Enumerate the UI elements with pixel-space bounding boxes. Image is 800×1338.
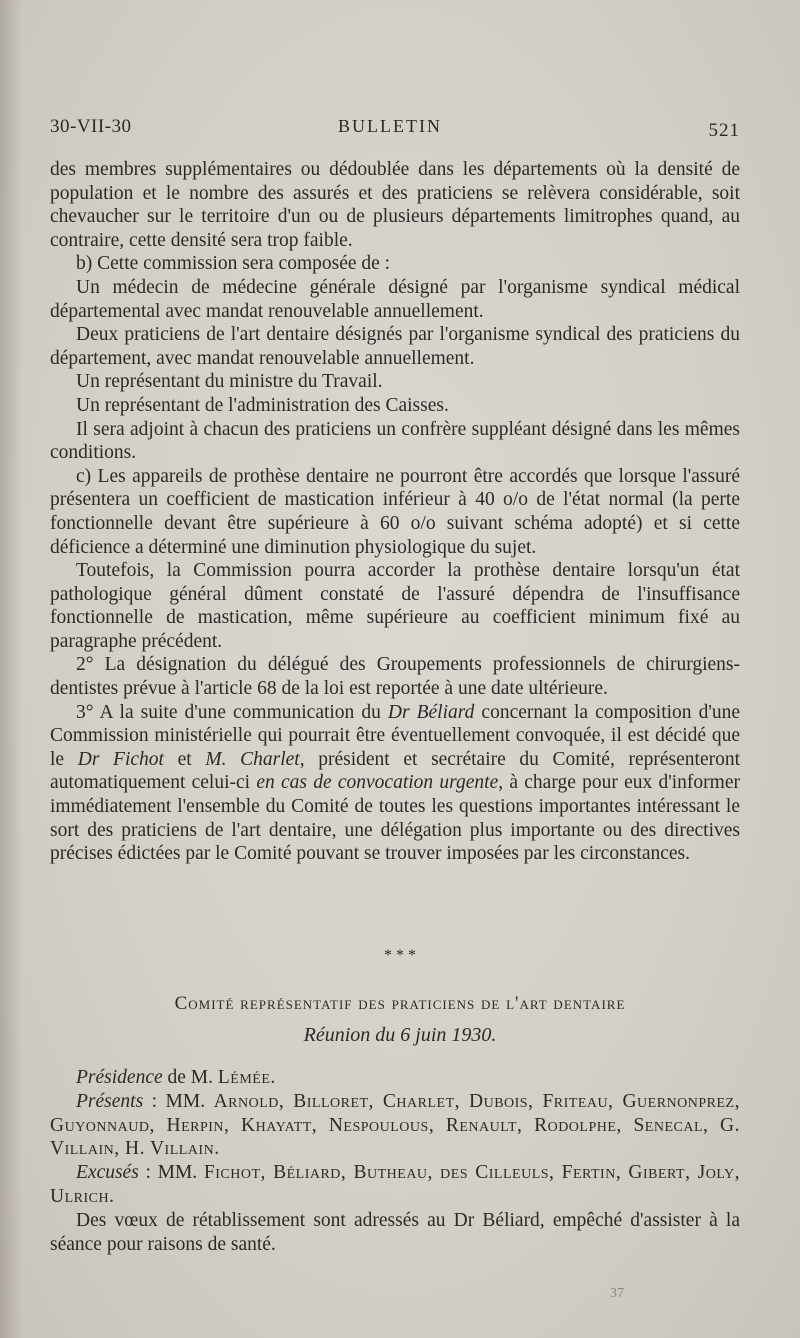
p11-text-c: concernant la composition d'une Commission ministérielle qui pourrait être éventuellement convoquée, il est décidé que le xyxy=(50,701,740,770)
p11-text-g: , président et secrétaire du Comité, représenteront automatiquement celui-ci xyxy=(50,748,741,794)
paragraph-10: 2° La désignation du délégué des Groupements professionnels de chirurgiens-dentistes prévue à l'article 68 de la loi est reportée à une date ultérieure. xyxy=(50,654,740,700)
p11-m-charlet: M. Charlet xyxy=(205,748,300,770)
excuses-names: Fichot, Béliard, Butheau, des Cilleuls, Fertin, Gibert, Joly, Ulrich. xyxy=(50,1162,740,1207)
folio-mark: 37 xyxy=(610,1286,624,1301)
presents-text: : MM. xyxy=(143,1090,214,1112)
p11-dr-beliard: Dr Béliard xyxy=(387,701,475,723)
p11-text-i: , à charge pour eux d'informer immédiatement l'ensemble du Comité de toutes les questions importantes intéressant le sort des praticiens de l'art dentaire, une délégation plus importante ou des directives précises édictées par le Comité pouvant se trouver imposées par les circonstances. xyxy=(50,772,740,865)
section-separator: * * * xyxy=(384,947,416,964)
presidence-text: de M. xyxy=(162,1067,218,1088)
p11-text-e: et xyxy=(163,748,206,770)
paragraph-11 xyxy=(50,701,740,866)
paragraph-7: Il sera adjoint à chacun des praticiens un confrère suppléant désigné dans les mêmes conditions. xyxy=(50,418,740,464)
paragraph-6: Un représentant de l'administration des Caisses. xyxy=(76,394,449,416)
body-text xyxy=(50,158,740,866)
presents-label: Présents xyxy=(76,1090,144,1112)
section-title: Comité représentatif des praticiens de l'art dentaire xyxy=(174,993,626,1014)
paragraph-5: Un représentant du ministre du Travail. xyxy=(76,371,383,393)
presidence-label: Présidence xyxy=(76,1067,163,1088)
p11-dr-fichot: Dr Fichot xyxy=(77,748,164,770)
paragraph-3: Un médecin de médecine générale désigné par l'organisme syndical médical départemental avec mandat renouvelable annuellement. xyxy=(50,276,740,322)
header-date: 30-VII-30 xyxy=(50,116,132,137)
p11-text-a: 3° A la suite d'une communication du xyxy=(76,701,388,723)
p11-urgent: en cas de convocation urgente xyxy=(256,772,499,794)
paragraph-8: c) Les appareils de prothèse dentaire ne pourront être accordés que lorsque l'assuré présentera un coefficient de mastication inférieur à 40 o/o de l'état normal (la perte fonctionnelle devant être supérieure à 60 o/o suivant schéma adopté) et si cette déficience a déterminé une diminution physiologique du sujet. xyxy=(50,465,740,558)
running-header xyxy=(50,116,740,146)
paragraph-2: b) Cette commission sera composée de : xyxy=(76,253,391,275)
page-edge-shadow xyxy=(0,0,22,1338)
paragraph-1: des membres supplémentaires ou dédoublée dans les départements où la densité de population et le nombre des assurés et des praticiens se relèvera considérable, soit chevaucher sur le territoire d'un ou de plusieurs départements limitrophes quand, au contraire, cette densité sera trop faible. xyxy=(50,159,740,251)
presidence-name: Lémée. xyxy=(217,1067,276,1088)
excuses-label: Excusés xyxy=(76,1162,139,1184)
voeux-line: Des vœux de rétablissement sont adressés au Dr Béliard, empêché d'assister à la séance pour raisons de santé. xyxy=(50,1209,740,1255)
section-subtitle: Réunion du 6 juin 1930. xyxy=(303,1024,497,1046)
paragraph-9: Toutefois, la Commission pourra accorder la prothèse dentaire lorsqu'un état pathologique général dûment constaté de l'assuré dépendra de l'insuffisance fonctionnelle de mastication, même supérieure au coefficient minimum fixé au paragraphe précédent. xyxy=(50,560,740,652)
header-title: BULLETIN xyxy=(338,116,442,136)
paragraph-4: Deux praticiens de l'art dentaire désignés par l'organisme syndical des praticiens du département, avec mandat renouvelable annuellement. xyxy=(50,324,740,369)
presents-line xyxy=(50,1090,740,1161)
meeting-attendance xyxy=(50,1066,740,1256)
page-number: 521 xyxy=(708,120,740,141)
excuses-text: : MM. xyxy=(138,1162,204,1184)
presents-names: Arnold, Billoret, Charlet, Dubois, Friteau, Guernonprez, Guyonnaud, Herpin, Khayatt, Nespoulous, Renault, Rodolphe, Senecal, G. Villain, H. Villain. xyxy=(50,1090,740,1160)
excuses-line xyxy=(50,1161,740,1209)
presidence-line xyxy=(50,1066,740,1090)
